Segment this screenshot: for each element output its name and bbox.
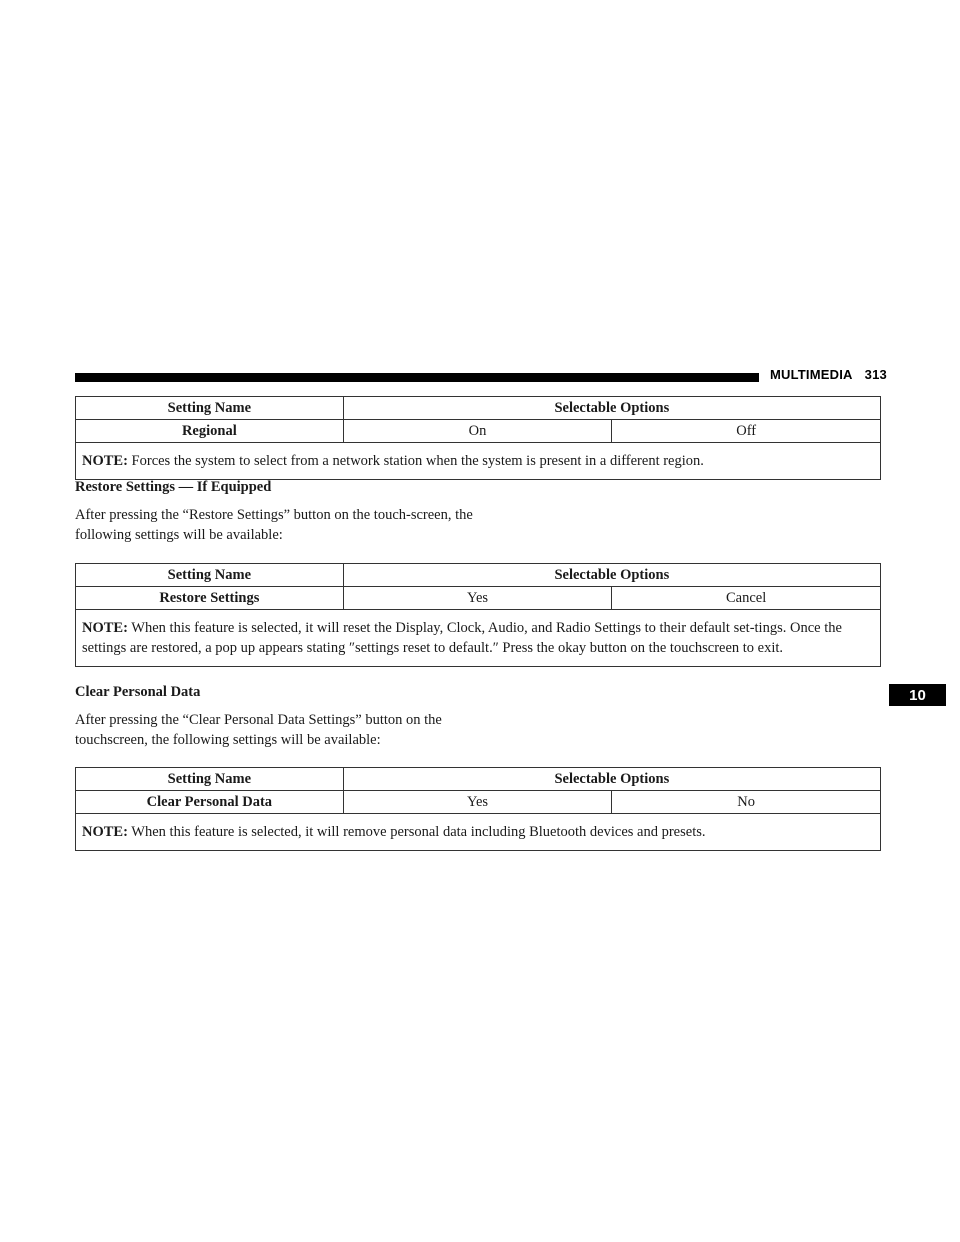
- table-row: [76, 791, 881, 814]
- option-cell: No: [612, 791, 881, 814]
- option-cell: Yes: [343, 791, 612, 814]
- section-body-clear-personal-data: After pressing the “Clear Personal Data Settings” button on the touchscreen, the following settings will be available:: [75, 712, 442, 748]
- column-header-selectable-options: Selectable Options: [343, 768, 880, 791]
- note-cell: [76, 814, 881, 851]
- note-label: NOTE:: [82, 824, 128, 840]
- table-header-row: [76, 768, 881, 791]
- table-row: [76, 420, 881, 443]
- option-cell: Off: [612, 420, 881, 443]
- option-cell: On: [343, 420, 612, 443]
- note-label: NOTE:: [82, 620, 128, 636]
- note-label: NOTE:: [82, 453, 128, 469]
- note-text: When this feature is selected, it will reset the Display, Clock, Audio, and Radio Settings to their default set-tings. Once the settings are restored, a pop up appears stating ″settings reset to default.″ Press the okay button on the touchscreen to exit.: [82, 620, 842, 656]
- note-cell: [76, 610, 881, 667]
- column-header-setting-name: Setting Name: [76, 768, 344, 791]
- page-header: [770, 367, 887, 382]
- page-number: 313: [864, 367, 887, 382]
- note-row: [76, 610, 881, 667]
- setting-name-cell: Clear Personal Data: [76, 791, 344, 814]
- table-header-row: [76, 564, 881, 587]
- option-cell: Yes: [343, 587, 612, 610]
- option-cell: Cancel: [612, 587, 881, 610]
- settings-table-restore: [75, 563, 881, 667]
- setting-name-cell: Restore Settings: [76, 587, 344, 610]
- note-cell: [76, 443, 881, 480]
- column-header-selectable-options: Selectable Options: [343, 564, 880, 587]
- column-header-selectable-options: Selectable Options: [343, 397, 880, 420]
- section-title: MULTIMEDIA: [770, 367, 853, 382]
- table-header-row: [76, 397, 881, 420]
- note-text: When this feature is selected, it will remove personal data including Bluetooth devices and presets.: [131, 824, 706, 840]
- note-text: Forces the system to select from a network station when the system is present in a different region.: [131, 453, 704, 469]
- section-heading-clear-personal-data: Clear Personal Data: [75, 684, 201, 700]
- chapter-tab: 10: [889, 684, 946, 706]
- column-header-setting-name: Setting Name: [76, 397, 344, 420]
- section-body-restore-settings: After pressing the “Restore Settings” button on the touch-screen, the following settings will be available:: [75, 507, 473, 543]
- settings-table-clear-personal-data: [75, 767, 881, 851]
- header-rule: [75, 373, 759, 382]
- note-row: [76, 814, 881, 851]
- setting-name-cell: Regional: [76, 420, 344, 443]
- section-heading-restore-settings: Restore Settings — If Equipped: [75, 479, 272, 495]
- settings-table-regional: [75, 396, 881, 480]
- column-header-setting-name: Setting Name: [76, 564, 344, 587]
- table-row: [76, 587, 881, 610]
- note-row: [76, 443, 881, 480]
